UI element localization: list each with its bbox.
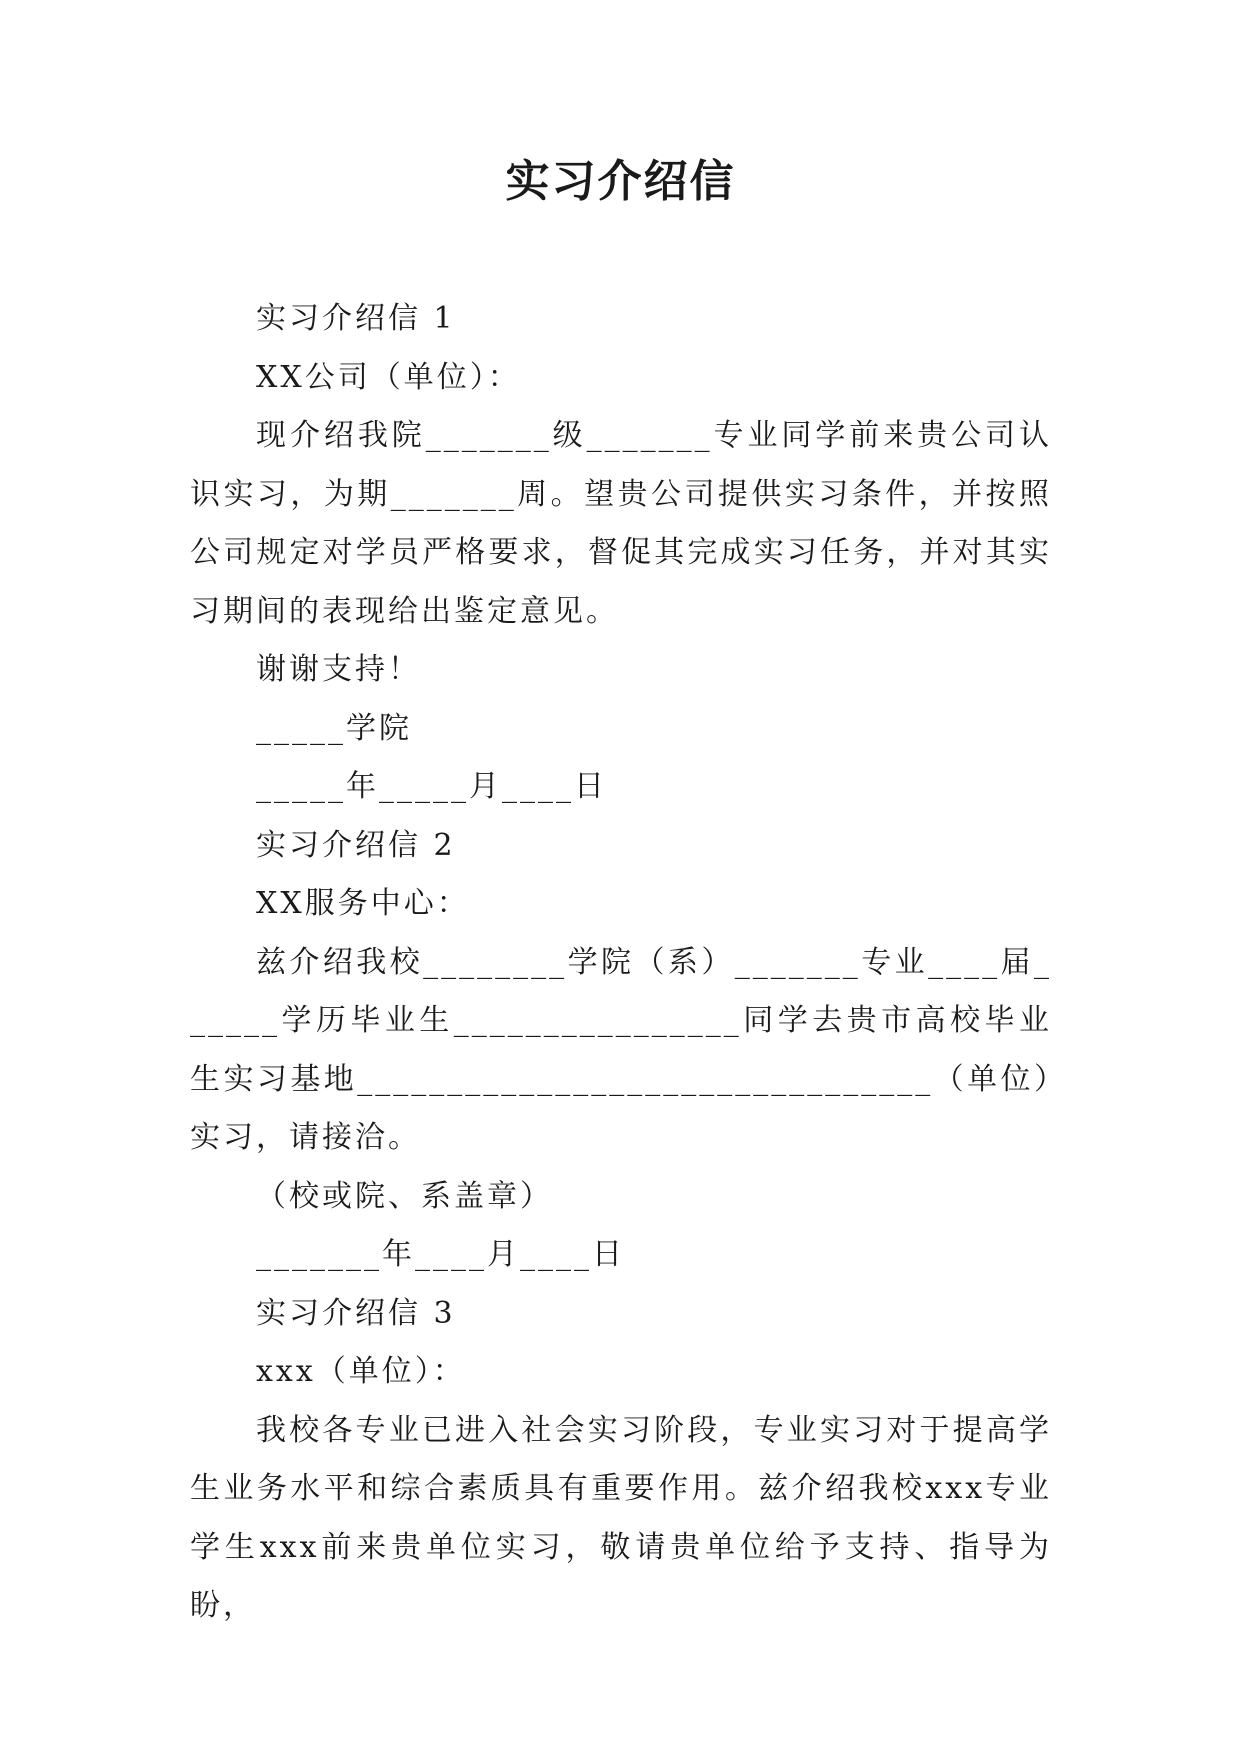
letter-2-seal: （校或院、系盖章） xyxy=(256,1178,553,1214)
letter-2-date: _______年____月____日 xyxy=(256,1237,625,1272)
letter-3-body: 我校各专业已进入社会实习阶段，专业实习对于提高学生业务水平和综合素质具有重要作用。兹介绍我校xxx专业学生xxx前来贵单位实习，敬请贵单位给予支持、指导为盼， xyxy=(190,1412,1052,1623)
letter-1-salutation: XX公司（单位）： xyxy=(256,359,521,395)
letter-1-heading: 实习介绍信 1 xyxy=(256,301,456,336)
letter-1-thanks: 谢谢支持！ xyxy=(256,652,421,687)
letter-3-salutation: xxx（单位）： xyxy=(256,1354,466,1389)
letter-1-sender: _____学院 xyxy=(256,710,412,746)
letter-2-heading: 实习介绍信 2 xyxy=(256,827,456,863)
document-title: 实习介绍信 xyxy=(505,156,736,207)
letter-1-body: 现介绍我院_______级_______专业同学前来贵公司认识实习，为期_______周。望贵公司提供实习条件，并按照公司规定对学员严格要求，督促其完成实习任务，并对其实习期间的表现给出鉴定意见。 xyxy=(190,418,1052,629)
document-body xyxy=(190,290,1052,1636)
letter-2-body: 兹介绍我校________学院（系）_______专业____届______学历毕业生________________同学去贵市高校毕业生实习基地________________________________（单位）实习，请接洽。 xyxy=(190,944,1052,1155)
letter-2-salutation: XX服务中心： xyxy=(256,886,470,921)
letter-3-heading: 实习介绍信 3 xyxy=(256,1295,456,1331)
letter-1-date: _____年_____月____日 xyxy=(256,769,607,804)
